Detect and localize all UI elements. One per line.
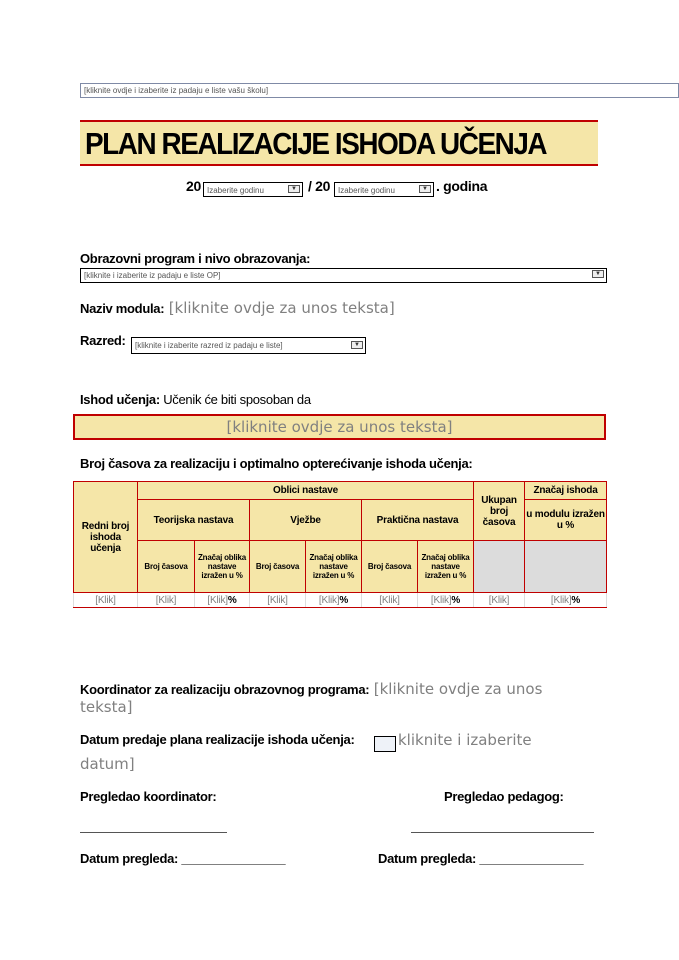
- outcome-label: Ishod učenja:: [80, 392, 160, 407]
- program-select-text: [kliknite i izaberite iz padaju e liste OP]: [84, 271, 221, 280]
- cell-znacaj[interactable]: [Klik]%: [525, 593, 607, 608]
- col-vjez-znacaj: Značaj oblika nastave izražen u %: [306, 541, 362, 593]
- hours-heading: Broj časova za realizaciju i optimalno opterećivanje ishoda učenja:: [80, 456, 473, 471]
- cell-teor-znacaj[interactable]: [Klik]%: [195, 593, 250, 608]
- grade-label: Razred:: [80, 333, 126, 348]
- module-input[interactable]: [kliknite ovdje za unos teksta]: [168, 299, 395, 317]
- outcome-text: Učenik će biti sposoban da: [163, 392, 311, 407]
- title-banner: [80, 120, 598, 166]
- cell-prak-broj[interactable]: [Klik]: [362, 593, 418, 608]
- col-vjezbe: Vježbe: [250, 500, 362, 541]
- grade-select[interactable]: [131, 337, 366, 354]
- date-submit-label: Datum predaje plana realizacije ishoda učenja:: [80, 732, 355, 747]
- col-znacaj-ishoda: Značaj ishoda: [525, 482, 607, 500]
- date-submit-input[interactable]: kliknite i izaberite: [398, 731, 532, 749]
- school-dropdown[interactable]: [80, 83, 679, 98]
- col-ukupan: Ukupan broj časova: [474, 482, 525, 541]
- review-date-right: Datum pregleda: _______________: [378, 851, 584, 866]
- table-row: [74, 593, 607, 608]
- col-teorijska: Teorijska nastava: [138, 500, 250, 541]
- col-ukupan-empty: [474, 541, 525, 593]
- grade-select-text: [kliknite i izaberite razred iz padaju e liste]: [135, 341, 283, 350]
- coordinator-row: [80, 680, 600, 699]
- col-teor-znacaj: Značaj oblika nastave izražen u %: [195, 541, 250, 593]
- year-select-1-text: Izaberite godinu: [207, 186, 264, 195]
- year-select-2-text: Izaberite godinu: [338, 186, 395, 195]
- col-oblici-nastave: Oblici nastave: [138, 482, 474, 500]
- school-dropdown-text: [kliknite ovdje i izaberite iz padaju e liste vašu školu]: [84, 86, 269, 95]
- cell-vjez-broj[interactable]: [Klik]: [250, 593, 306, 608]
- outcome-row: [80, 392, 311, 407]
- year-prefix: 20: [186, 178, 201, 194]
- col-teor-broj: Broj časova: [138, 541, 195, 593]
- chevron-down-icon: ▼: [351, 341, 363, 349]
- outcome-input-placeholder: [kliknite ovdje za unos teksta]: [226, 418, 453, 436]
- year-select-1[interactable]: [203, 182, 303, 197]
- signature-line-pedagog: [411, 832, 594, 833]
- program-label: Obrazovni program i nivo obrazovanja:: [80, 251, 311, 266]
- signature-line-coordinator: [80, 832, 227, 833]
- chevron-down-icon: ▼: [592, 270, 604, 278]
- date-submit-input-cont[interactable]: datum]: [80, 755, 135, 773]
- col-redni-broj: Redni broj ishoda učenja: [74, 482, 138, 593]
- col-prak-broj: Broj časova: [362, 541, 418, 593]
- col-prakticna: Praktična nastava: [362, 500, 474, 541]
- date-submit-row: [80, 731, 354, 749]
- cell-vjez-znacaj[interactable]: [Klik]%: [306, 593, 362, 608]
- cell-teor-broj[interactable]: [Klik]: [138, 593, 195, 608]
- year-select-2[interactable]: [334, 182, 434, 197]
- page-title: PLAN REALIZACIJE ISHODA UČENJA: [85, 126, 547, 161]
- hours-table: [73, 481, 607, 608]
- coordinator-input[interactable]: [kliknite ovdje za unos: [373, 680, 543, 698]
- col-znacaj-empty: [525, 541, 607, 593]
- year-separator: / 20: [308, 178, 331, 194]
- chevron-down-icon: ▼: [288, 185, 300, 193]
- col-vjez-broj: Broj časova: [250, 541, 306, 593]
- outcome-input[interactable]: [73, 414, 606, 440]
- program-select[interactable]: [80, 268, 607, 283]
- review-date-left: Datum pregleda: _______________: [80, 851, 286, 866]
- col-znacaj-modul: u modulu izražen u %: [525, 500, 607, 541]
- reviewed-pedagog-label: Pregledao pedagog:: [444, 789, 564, 804]
- cell-redni[interactable]: [Klik]: [74, 593, 138, 608]
- cell-prak-znacaj[interactable]: [Klik]%: [418, 593, 474, 608]
- cell-ukupan[interactable]: [Klik]: [474, 593, 525, 608]
- coordinator-label: Koordinator za realizaciju obrazovnog programa:: [80, 682, 370, 697]
- coordinator-input-cont[interactable]: teksta]: [80, 698, 133, 716]
- col-prak-znacaj: Značaj oblika nastave izražen u %: [418, 541, 474, 593]
- year-suffix: . godina: [436, 178, 488, 194]
- chevron-down-icon: ▼: [419, 185, 431, 193]
- module-row: [80, 299, 395, 318]
- date-picker-box[interactable]: [374, 736, 396, 752]
- reviewed-coordinator-label: Pregledao koordinator:: [80, 789, 217, 804]
- module-label: Naziv modula:: [80, 301, 165, 316]
